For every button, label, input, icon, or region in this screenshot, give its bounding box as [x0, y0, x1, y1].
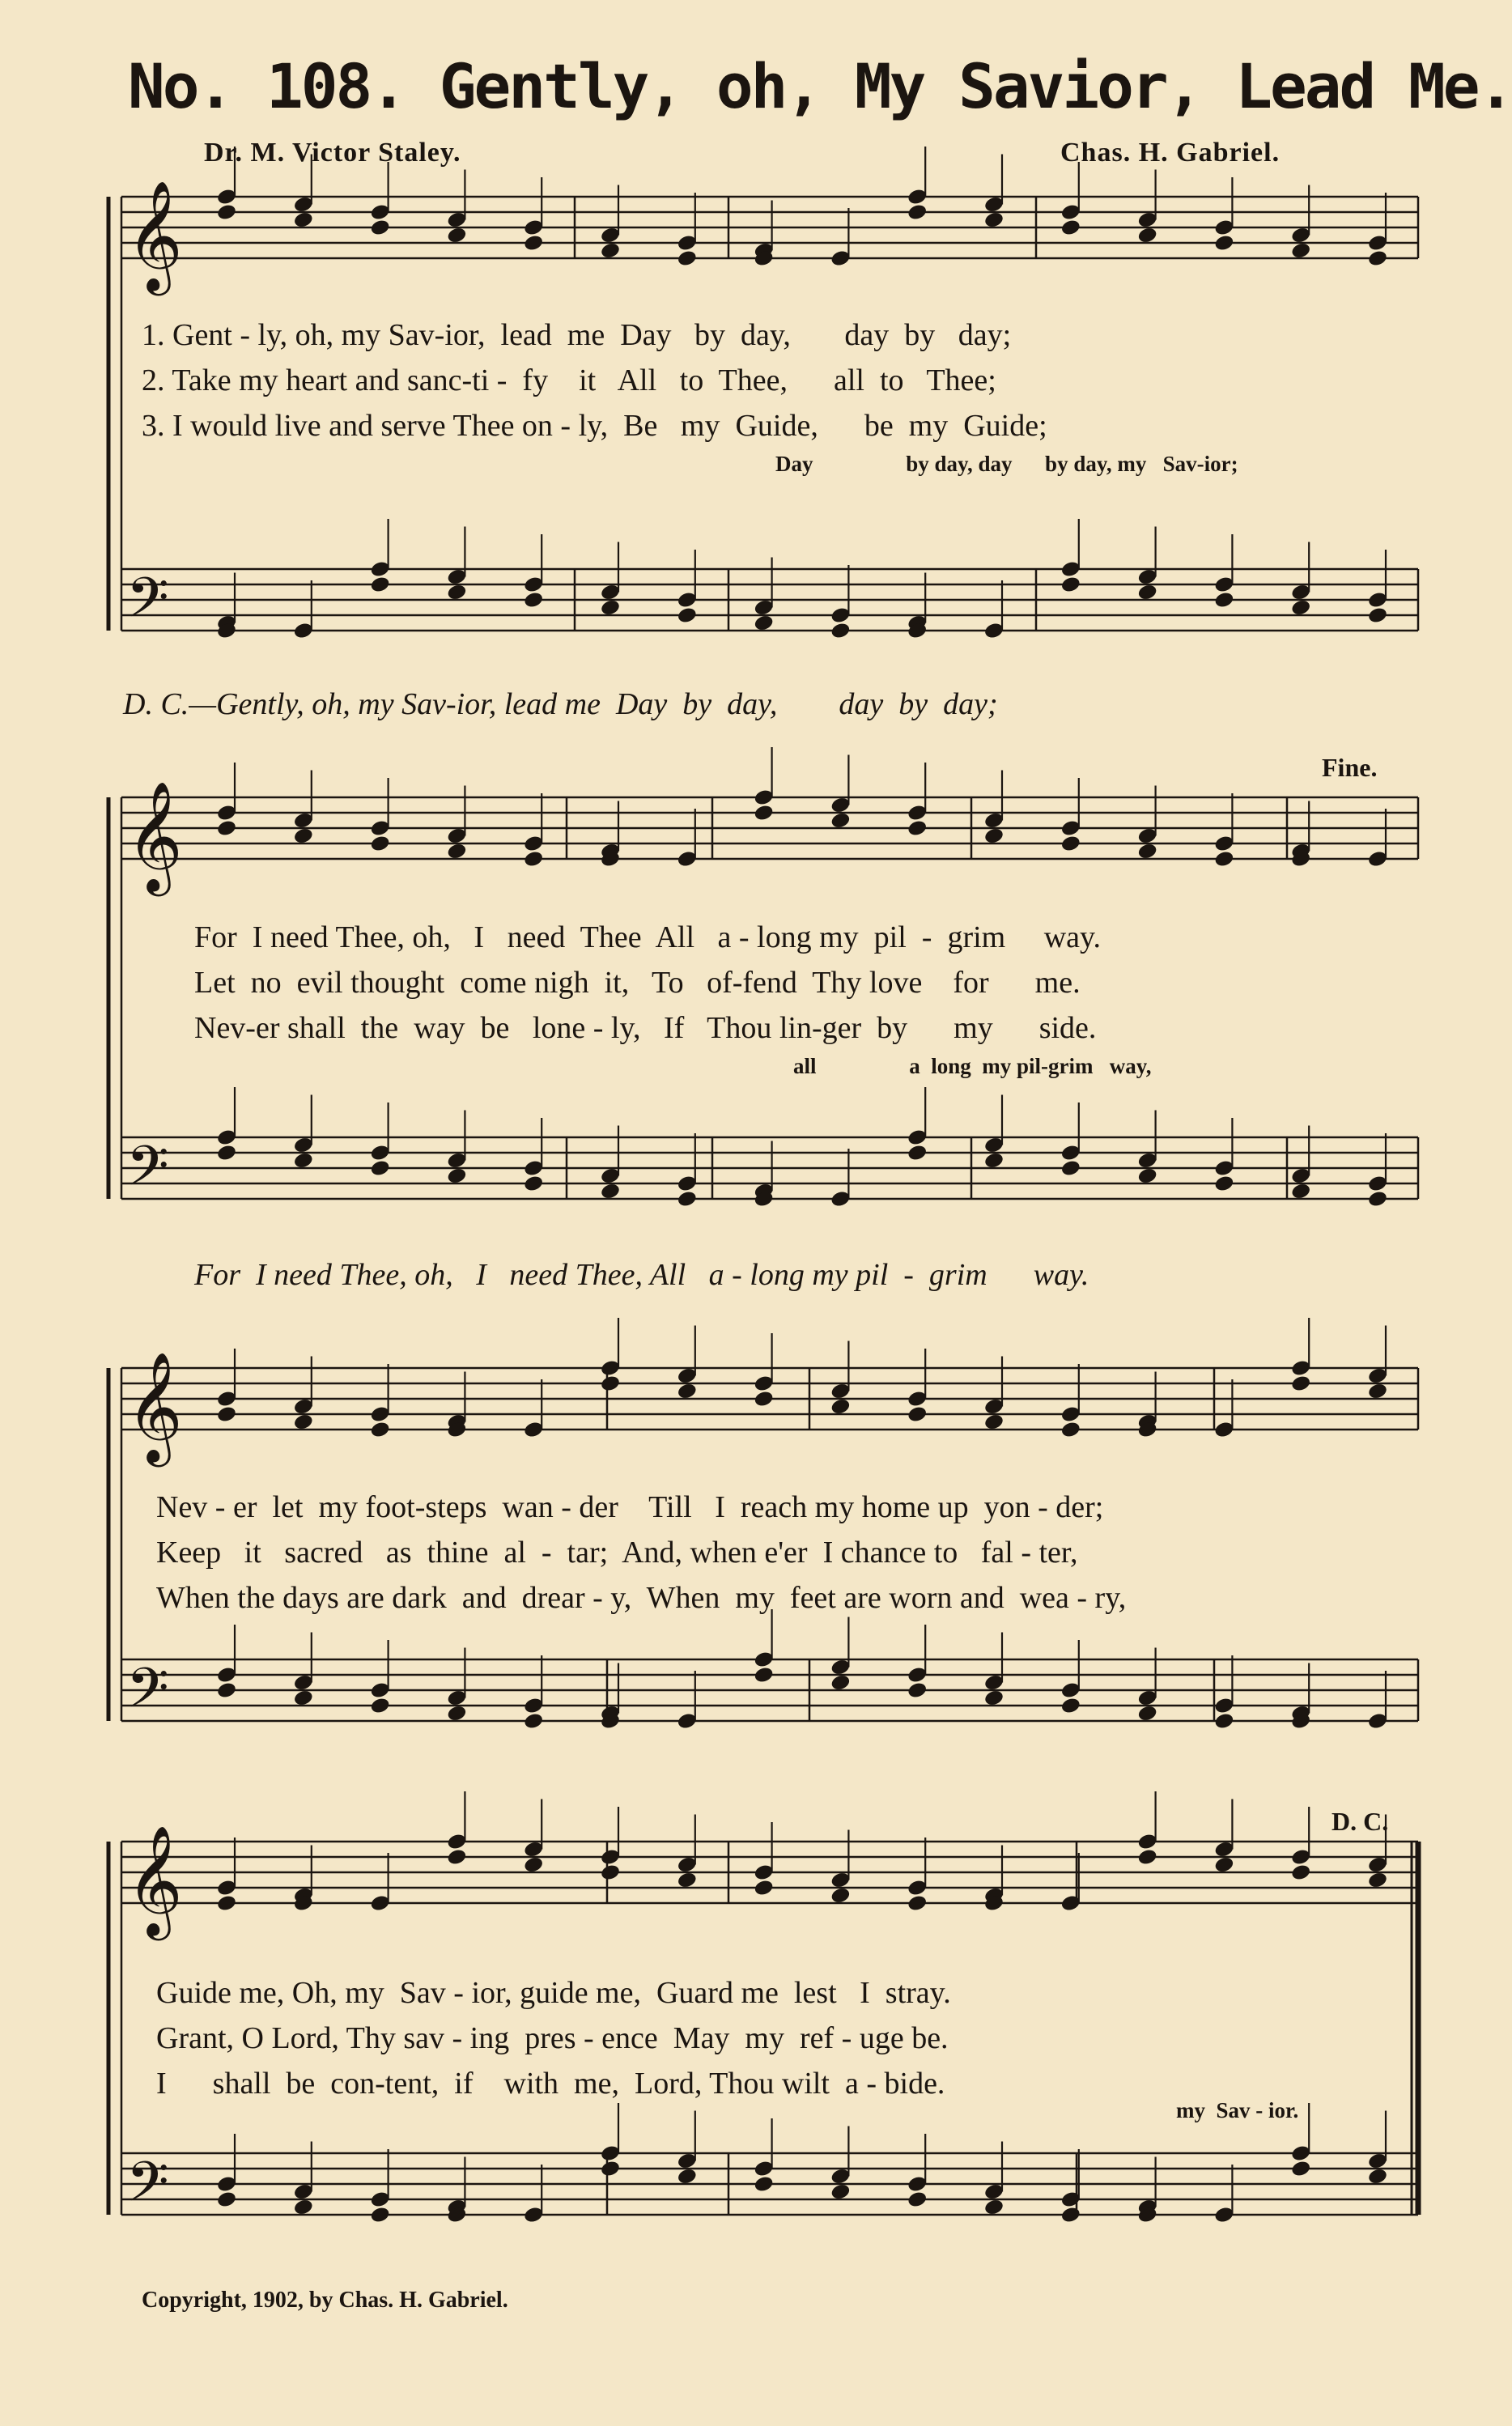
notehead: [677, 606, 698, 625]
notehead: [754, 614, 775, 632]
notehead: [1290, 1182, 1311, 1200]
notehead: [523, 1175, 544, 1193]
notehead: [293, 1413, 314, 1431]
notehead: [1137, 1166, 1158, 1185]
system3-verse1: Nev - er let my foot-steps wan - der Till I reach my home up yon - der;: [156, 1490, 1104, 1524]
notehead: [600, 241, 621, 260]
notehead: [446, 1848, 467, 1867]
notehead: [523, 591, 544, 610]
notehead: [1137, 583, 1158, 601]
treble-clef-icon: 𝄞: [126, 1350, 183, 1462]
notehead: [1060, 1421, 1081, 1439]
notehead: [370, 576, 391, 594]
treble-clef-icon: 𝄞: [126, 179, 183, 291]
notehead: [293, 2198, 314, 2216]
system1-verse2: 2. Take my heart and sanc-ti - fy it All to Thee, all to Thee;: [142, 363, 996, 397]
notehead: [293, 826, 314, 845]
notehead: [830, 2182, 851, 2201]
notehead: [754, 1879, 775, 1897]
notehead: [754, 804, 775, 822]
notehead: [1137, 1848, 1158, 1867]
notehead: [1137, 1704, 1158, 1723]
notehead: [523, 850, 544, 869]
system1-dc-line: D. C.—Gently, oh, my Sav-ior, lead me Day by day, day by day;: [123, 687, 998, 721]
notehead: [523, 1712, 544, 1731]
notehead: [830, 1397, 851, 1416]
system4-verse3: I shall be con-tent, if with me, Lord, Thou wilt a - bide.: [156, 2067, 945, 2101]
treble-clef-icon: 𝄞: [126, 1824, 183, 1935]
notehead: [370, 1159, 391, 1178]
notehead: [216, 1405, 237, 1424]
notehead: [1367, 606, 1388, 625]
notehead: [1367, 1190, 1388, 1209]
notehead: [600, 1863, 621, 1882]
system4-verse2: Grant, O Lord, Thy sav - ing pres - ence May my ref - uge be.: [156, 2021, 949, 2055]
bass-clef-icon: 𝄢: [126, 567, 169, 644]
notehead: [677, 249, 698, 268]
system1-verse1: 1. Gent - ly, oh, my Sav-ior, lead me Day by day, day by day;: [142, 318, 1012, 352]
system4-verse1: Guide me, Oh, my Sav - ior, guide me, Guard me lest I stray.: [156, 1976, 951, 2010]
notehead: [830, 1886, 851, 1905]
fine-label: Fine.: [1322, 753, 1378, 782]
notehead: [370, 1421, 391, 1439]
notehead: [293, 210, 314, 229]
notehead: [293, 1689, 314, 1707]
notehead: [1060, 2206, 1081, 2224]
notehead: [446, 583, 467, 601]
notehead: [1060, 1159, 1081, 1178]
notehead: [1290, 241, 1311, 260]
notehead: [1060, 576, 1081, 594]
notehead: [446, 1166, 467, 1185]
system1-echo: Day by day, day by day, my Sav-ior;: [775, 452, 1238, 476]
notehead: [216, 1144, 237, 1162]
system2-verse1: For I need Thee, oh, I need Thee All a - long my pil - grim way.: [194, 920, 1102, 954]
notehead: [983, 1151, 1004, 1170]
notehead: [907, 1144, 928, 1162]
copyright-notice: Copyright, 1902, by Chas. H. Gabriel.: [142, 2288, 508, 2313]
notehead: [1060, 1697, 1081, 1715]
notehead: [600, 598, 621, 617]
notehead: [1290, 1374, 1311, 1393]
notehead: [677, 1871, 698, 1889]
notehead: [1060, 835, 1081, 853]
notehead: [1137, 842, 1158, 860]
notehead: [983, 1413, 1004, 1431]
notehead: [293, 1151, 314, 1170]
notehead: [446, 842, 467, 860]
notehead: [677, 2167, 698, 2186]
notehead: [216, 203, 237, 222]
notehead: [370, 219, 391, 237]
notehead: [216, 2190, 237, 2209]
notehead: [600, 2160, 621, 2178]
notehead: [216, 1681, 237, 1700]
notehead: [446, 1704, 467, 1723]
system2-verse2: Let no evil thought come nigh it, To of-fend Thy love for me.: [194, 966, 1081, 1000]
notehead: [1137, 226, 1158, 244]
notehead: [1290, 598, 1311, 617]
notehead: [1213, 1175, 1234, 1193]
notehead: [1213, 850, 1234, 869]
notehead: [1367, 1871, 1388, 1889]
notehead: [370, 835, 391, 853]
notehead: [983, 826, 1004, 845]
notehead: [216, 819, 237, 838]
system3-verse2: Keep it sacred as thine al - tar; And, when e'er I chance to fal - ter,: [156, 1536, 1078, 1570]
system2-dc-line: For I need Thee, oh, I need Thee, All a - long my pil - grim way.: [194, 1258, 1089, 1292]
notehead: [830, 811, 851, 830]
notehead: [983, 210, 1004, 229]
bass-clef-icon: 𝄢: [126, 1657, 169, 1734]
notehead: [600, 1374, 621, 1393]
notehead: [446, 226, 467, 244]
notehead: [830, 1673, 851, 1692]
notehead: [907, 1405, 928, 1424]
dc-label: D. C.: [1331, 1807, 1389, 1836]
composer-credit: Chas. H. Gabriel.: [1060, 138, 1281, 168]
notehead: [523, 1855, 544, 1874]
notehead: [1367, 249, 1388, 268]
notehead: [370, 2206, 391, 2224]
system2-echo: all a long my pil-grim way,: [793, 1054, 1152, 1078]
system3-verse3: When the days are dark and drear - y, When my feet are worn and wea - ry,: [156, 1581, 1127, 1615]
treble-clef-icon: 𝄞: [126, 780, 183, 891]
notehead: [1213, 234, 1234, 253]
notehead: [1290, 2160, 1311, 2178]
notehead: [754, 1666, 775, 1685]
notehead: [216, 1894, 237, 1913]
bass-clef-icon: 𝄢: [126, 2151, 169, 2228]
notehead: [1213, 1855, 1234, 1874]
bass-clef-icon: 𝄢: [126, 1135, 169, 1212]
notehead: [830, 622, 851, 640]
notehead: [370, 1697, 391, 1715]
notehead: [907, 1894, 928, 1913]
notehead: [677, 1190, 698, 1209]
notehead: [1213, 1712, 1234, 1731]
notehead: [1060, 219, 1081, 237]
system2-verse3: Nev-er shall the way be lone - ly, If Thou lin-ger by my side.: [194, 1011, 1097, 1045]
notehead: [754, 2175, 775, 2194]
notehead: [523, 234, 544, 253]
notehead: [677, 1382, 698, 1400]
notehead: [1290, 1863, 1311, 1882]
author-credit: Dr. M. Victor Staley.: [204, 138, 461, 168]
notehead: [754, 1390, 775, 1408]
hymn-title: No. 108. Gently, oh, My Savior, Lead Me.: [128, 50, 1512, 122]
system4-echo: my Sav - ior.: [1176, 2098, 1299, 2122]
system1-verse3: 3. I would live and serve Thee on - ly, Be my Guide, be my Guide;: [142, 409, 1047, 443]
notehead: [983, 2198, 1004, 2216]
notehead: [907, 1681, 928, 1700]
notehead: [907, 819, 928, 838]
notehead: [907, 203, 928, 222]
notehead: [1367, 1382, 1388, 1400]
notehead: [1213, 591, 1234, 610]
notehead: [907, 2190, 928, 2209]
notehead: [983, 1689, 1004, 1707]
notehead: [600, 1182, 621, 1200]
notehead: [1367, 2167, 1388, 2186]
